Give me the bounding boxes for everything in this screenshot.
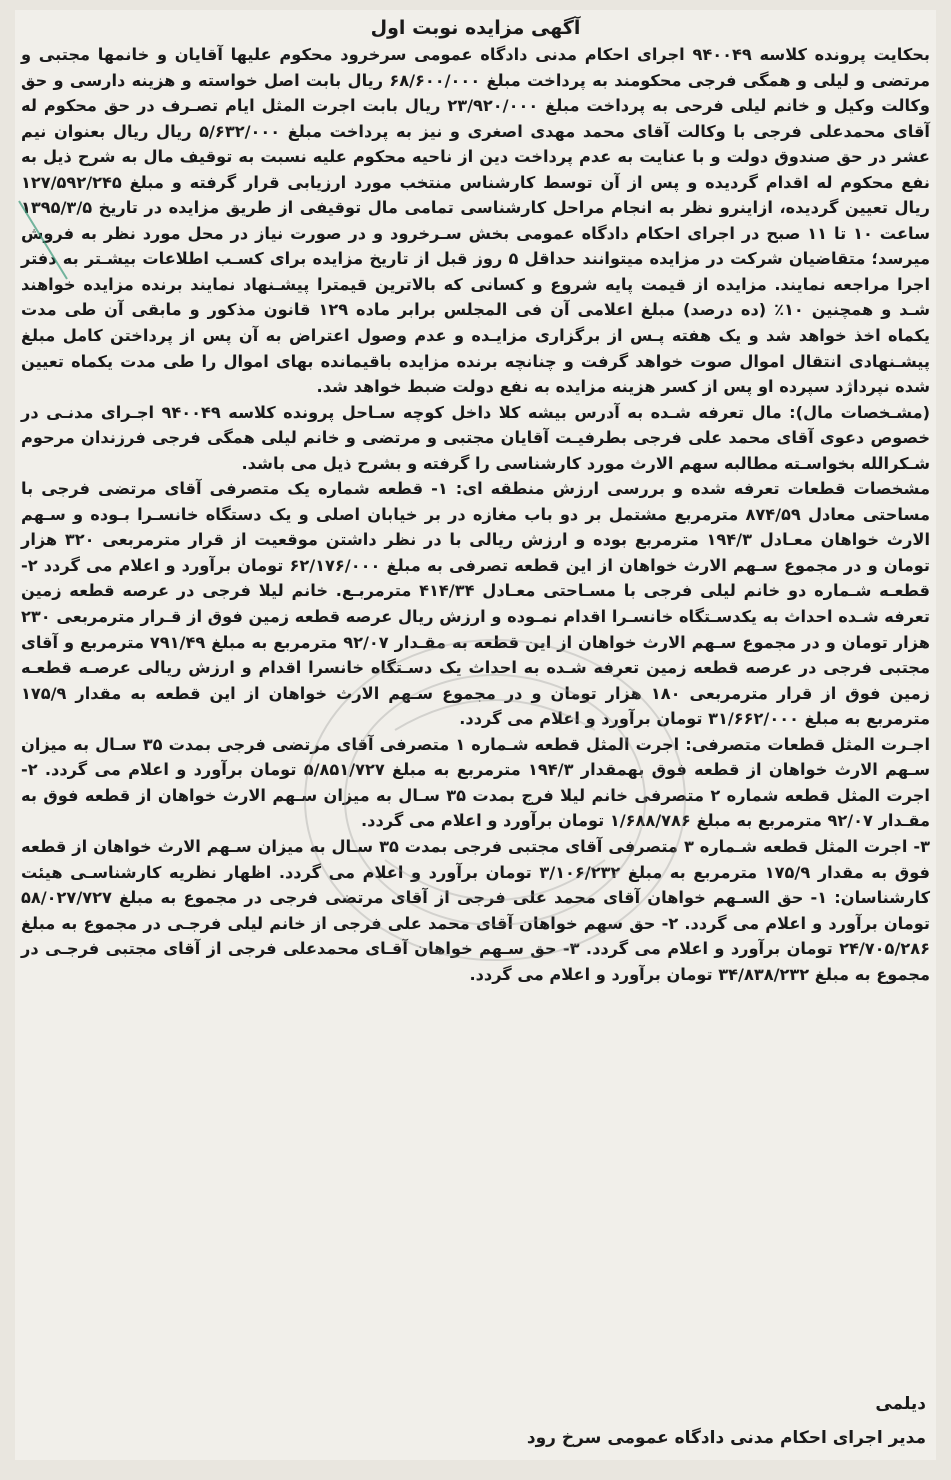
notice-title: آگهی مزایده نوبت اول — [370, 17, 581, 39]
signature-name: دیلمی — [875, 1394, 926, 1414]
notice-paragraph-parcels: مشخصات قطعات تعرفه شده و بررسی ارزش منطقه ای: ۱- قطعه شماره یک متصرفی آقای مرتضی فرجی با مساحتی معادل ۸۷۴/۵۹ مترمربع مشتمل بر دو باب مغازه در بر خیابان اصلی و یک دستگاه خانسـرا بـوده و سـهم الارث خواهان معـادل ۱۹۴/۳ مترمربع بوده و ارزش ریالی با در نظر داشتن موقعیت از قرار مترمربعی ۳۲۰ هزار تومان و در مجموع سـهم الارث خواهان از این قطعه تصرفی به مبلغ ۶۲/۱۷۶/۰۰۰ تومان برآورد و اعلام می گردد ۲- قطعـه شـماره دو خانم لیلی فرجی با مسـاحتی معـادل ۴۱۴/۳۴ مترمربـع. خانم لیلا فرجی در عرصه قطعه زمین تعرفه شـده احداث به یکدسـتگاه خانسـرا اقدام نمـوده و ارزش ریال عرصه قطعه زمین فوق از قـرار مترمربعی ۲۳۰ هزار تومان و در مجموع سـهم الارث خواهان از این قطعه به مقـدار ۹۲/۰۷ مترمربع به مبلغ ۷۹۱/۴۹ مترمربع و آقای مجتبی فرجی در عرصه قطعه زمین تعرفه شـده به احداث یک دسـتگاه خانسرا اقدام و ارزش ریالی عرصـه قطعـه زمین فوق از قرار مترمربعی ۱۸۰ هزار تومان و در مجموع سـهم الارث خواهان از این قطعه به مقدار ۱۷۵/۹ مترمربع به مبلغ ۳۱/۶۶۲/۰۰۰ تومان برآورد و اعلام می گردد. — [21, 479, 931, 729]
notice-paragraph-intro: بحکایت پرونده کلاسه ۹۴۰۰۴۹ اجرای احکام مدنی دادگاه عمومی سرخرود محکوم علیها آقایان و خانمها مجتبی و مرتضی و لیلی و همگی فرجی محکومند به پرداخت مبلغ ۶۸/۶۰۰/۰۰۰ ریال بابت اصل خواسته و هزینه دارسی و حق وکالت وکیل و خانم لیلی فرحی به پرداخت مبلغ ۲۳/۹۲۰/۰۰۰ ریال بابت اجرت المثل ایام تصـرف در حق محکوم له آقای محمدعلی فرجی با وکالت آقای محمد مهدی اصغری و نیز به پرداخت مبلغ ۵/۶۳۲/۰۰۰ ریال ریال بعنوان نیم عشر در حق صندوق دولت و با عنایت به عدم پرداخت دین از ناحیه محکوم علیه نسبت به توقیف مال به شرح ذیل به نفع محکوم له اقدام گردیده و پس از آن توسط کارشناس منتخب مورد ارزیابی قرار گرفته و مبلغ ۱۲۷/۵۹۲/۲۴۵ ریال تعیین گردیده، ازاینرو نظر به انجام مراحل کارشناسی تمامی مال توقیفی از طریق مزایده در تاریخ ۱۳۹۵/۳/۵ ساعت ۱۰ تا ۱۱ صبح در اجرای احکام دادگاه عمومی بخش سـرخرود و در صورت نیاز در محل مورد نظر به فروش میرسد؛ متقاضیان شرکت در مزایده میتوانند حداقل ۵ روز قبل از تاریخ مزایده برای کسـب اطلاعات بیشـتر به دفتر اجرا مراجعه نمایند. مزایده از قیمت پایه شروع و کسانی که بالاترین قیمترا پیشـنهاد نمایند برنده مزایده خواهند شـد و همچنین ۱۰٪ (ده درصد) مبلغ اعلامی آن فی المجلس برابر ماده ۱۲۹ قانون مذکور و مابقی آن طی مدت یکماه اخذ خواهد شد و یک هفته پـس از برگزاری مزایـده و عدم وصول اعتراض به آن پس از پرداختن کامل مبلغ پیشـنهادی انتقال اموال صوت خواهد گرفت و چنانچه برنده مزایده باقیمانده بهای اموال را طی مدت یکماه تعیین شده نپرداژد سپرده او پس از کسر هزینه مزایده به نفع دولت ضبط خواهد شد. — [21, 45, 931, 397]
notice-paragraph-property: (مشـخصات مال): مال تعرفه شـده به آدرس بیشه کلا داخل کوچه سـاحل پرونده کلاسه ۹۴۰۰۴۹ اجـرای مدنـی در خصوص دعوی آقای محمد علی فرجی بطرفیـت آقایان مجتبی و مرتضی و خانم لیلی همگی فرجی فرزندان مرحوم شـکرالله بخواسـته مطالبه سهم الارث مورد کارشناسی را گرفته و بشرح ذیل می باشد. — [21, 402, 931, 473]
notice-paragraph-expert-opinion: ۳- اجرت المثل قطعه شـماره ۳ متصرفی آقای مجتبی فرجی بمدت ۳۵ سـال به میزان سـهم الارث خواهان از قطعه فوق به مقدار ۱۷۵/۹ مترمربع به مبلغ ۳/۱۰۶/۲۳۲ تومان برآورد و اعلام می گردد. اظهار نظریه کارشناسـی هیئت کارشناسان: ۱- حق السـهم خواهان آقای محمد علی فرجی از آقای مرتضی فرجی در مجموع به مبلغ ۵۸/۰۲۷/۷۲۷ تومان برآورد و اعلام می گردد. ۲- حق سهم خواهان آقای محمد علی فرجی از خانم لیلی فرجـی در مجموع به مبلغ ۲۴/۷۰۵/۲۸۶ تومان برآورد و اعلام می گردد. ۳- حق سـهم خواهان آقـای محمدعلی فرجی از آقای مجتبی فرجـی در مجموع به مبلغ ۳۴/۸۳۸/۲۳۲ تومان برآورد و اعلام می گردد. — [21, 836, 930, 984]
notice-paragraph-rent: اجـرت المثل قطعات متصرفی: اجرت المثل قطعه شـماره ۱ متصرفی آقای مرتضی فرجی بمدت ۳۵ سـال به میزان سـهم الارث خواهان از قطعه فوق بهمقدار ۱۹۴/۳ مترمربع به مبلغ ۵/۸۵۱/۷۲۷ تومان برآورد و اعلام می گردد. ۲- اجرت المثل قطعه شماره ۲ متصرفی خانم لیلا فرج بمدت ۳۵ سـال به میزان سـهم الارث خواهان از قطعه فوق به مقـدار ۹۲/۰۷ مترمربع به مبلغ ۱/۶۸۸/۷۸۶ تومان برآورد و اعلام می گردد. — [21, 734, 930, 831]
signature-role: مدیر اجرای احکام مدنی دادگاه عمومی سرخ رود — [526, 1428, 926, 1448]
notice-sheet — [15, 10, 936, 1460]
